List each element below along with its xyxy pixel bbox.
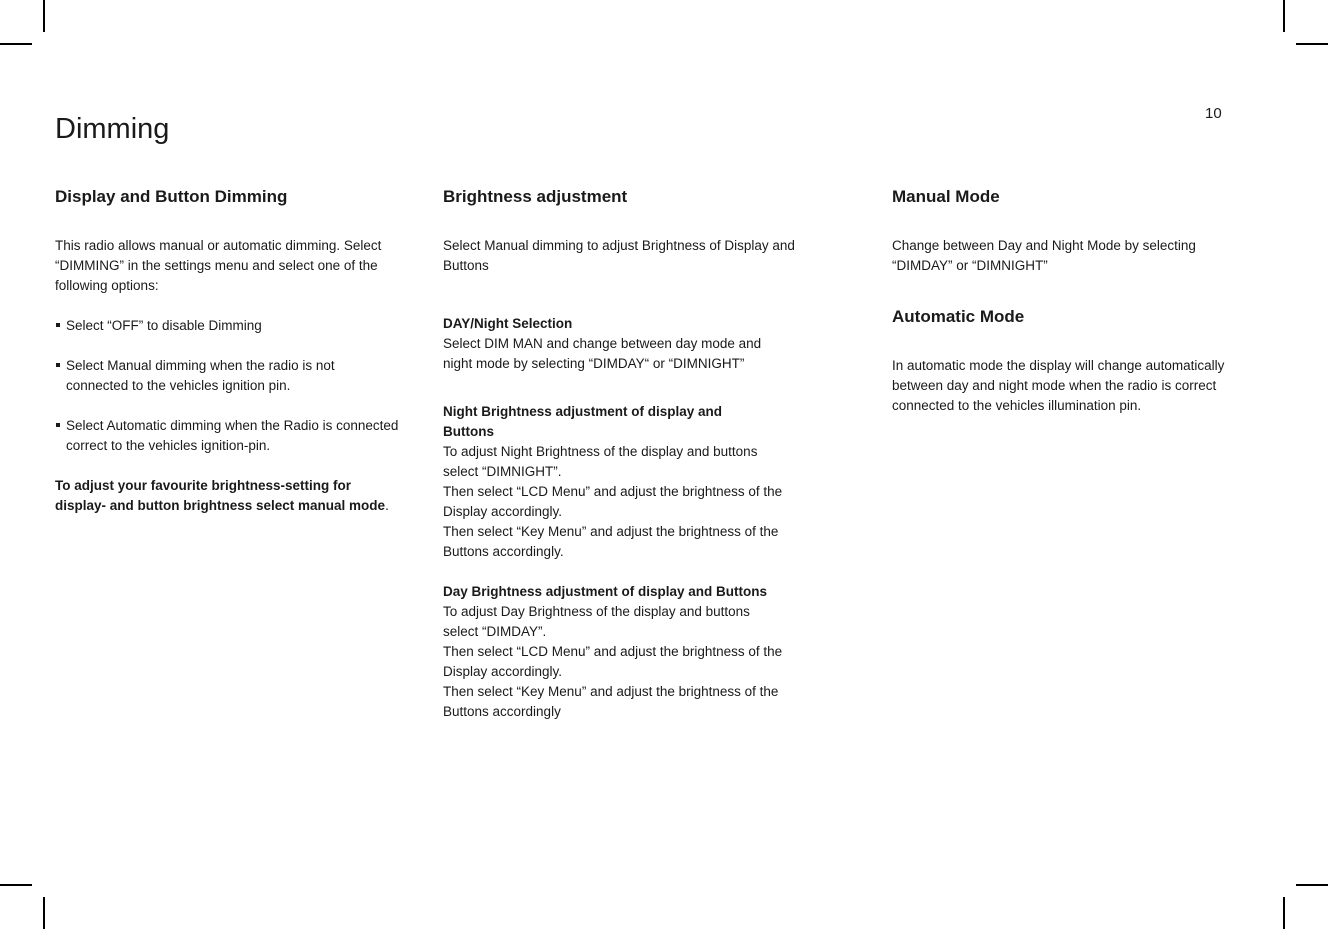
sub-heading: DAY/Night Selection [443, 316, 573, 331]
column-display-button-dimming [55, 185, 400, 516]
intro-paragraph: This radio allows manual or automatic dimming. Select “DIMMING” in the settings menu and select one of the following options: [55, 238, 382, 293]
body-line: Then select “Key Menu” and adjust the brightness of the Buttons accordingly [443, 684, 779, 719]
sub-heading: Night Brightness adjustment of display and Buttons [443, 404, 723, 439]
sub-heading: Day Brightness adjustment of display and Buttons [443, 584, 768, 599]
crop-mark [43, 897, 45, 929]
body-paragraph: Select DIM MAN and change between day mode and night mode by selecting “DIMDAY“ or “DIMNIGHT” [443, 336, 762, 371]
body-line: Then select “LCD Menu” and adjust the brightness of the Display accordingly. [443, 644, 783, 679]
list-item [55, 416, 400, 456]
list-item [55, 356, 400, 396]
body-line: To adjust Day Brightness of the display and buttons select “DIMDAY”. [443, 604, 750, 639]
bullet-icon [56, 363, 60, 367]
body-paragraph: In automatic mode the display will change automatically between day and night mode when the radio is correct connected to the vehicles illumination pin. [892, 358, 1225, 413]
crop-mark [1296, 43, 1328, 45]
note-bold-text: To adjust your favourite brightness-setting for display- and button brightness select manual mode [55, 478, 386, 513]
column-modes [892, 185, 1277, 416]
list-item-text: Select “OFF” to disable Dimming [66, 318, 262, 333]
crop-mark [43, 0, 45, 32]
column-brightness-adjustment [443, 185, 823, 722]
list-item [55, 316, 400, 336]
crop-mark [1283, 897, 1285, 929]
crop-mark [0, 884, 32, 886]
body-line: Then select “Key Menu” and adjust the brightness of the Buttons accordingly. [443, 524, 779, 559]
crop-mark [1283, 0, 1285, 32]
crop-mark [1296, 884, 1328, 886]
list-item-text: Select Automatic dimming when the Radio is connected correct to the vehicles ignition-pin. [66, 418, 399, 453]
page-number: 10 [1205, 105, 1222, 122]
bullet-icon [56, 423, 60, 427]
section-heading: Display and Button Dimming [55, 187, 288, 206]
page-title: Dimming [55, 113, 170, 145]
body-paragraph: Change between Day and Night Mode by selecting “DIMDAY” or “DIMNIGHT” [892, 238, 1196, 273]
body-line: To adjust Night Brightness of the display and buttons select “DIMNIGHT”. [443, 444, 758, 479]
crop-mark [0, 43, 32, 45]
list-item-text: Select Manual dimming when the radio is not connected to the vehicles ignition pin. [66, 358, 335, 393]
note-paragraph [55, 476, 400, 516]
note-end: . [385, 498, 389, 513]
section-heading: Brightness adjustment [443, 187, 628, 206]
section-heading: Automatic Mode [892, 307, 1025, 326]
intro-paragraph: Select Manual dimming to adjust Brightness of Display and Buttons [443, 238, 795, 273]
section-heading: Manual Mode [892, 187, 1000, 206]
bullet-icon [56, 323, 60, 327]
body-line: Then select “LCD Menu” and adjust the brightness of the Display accordingly. [443, 484, 783, 519]
